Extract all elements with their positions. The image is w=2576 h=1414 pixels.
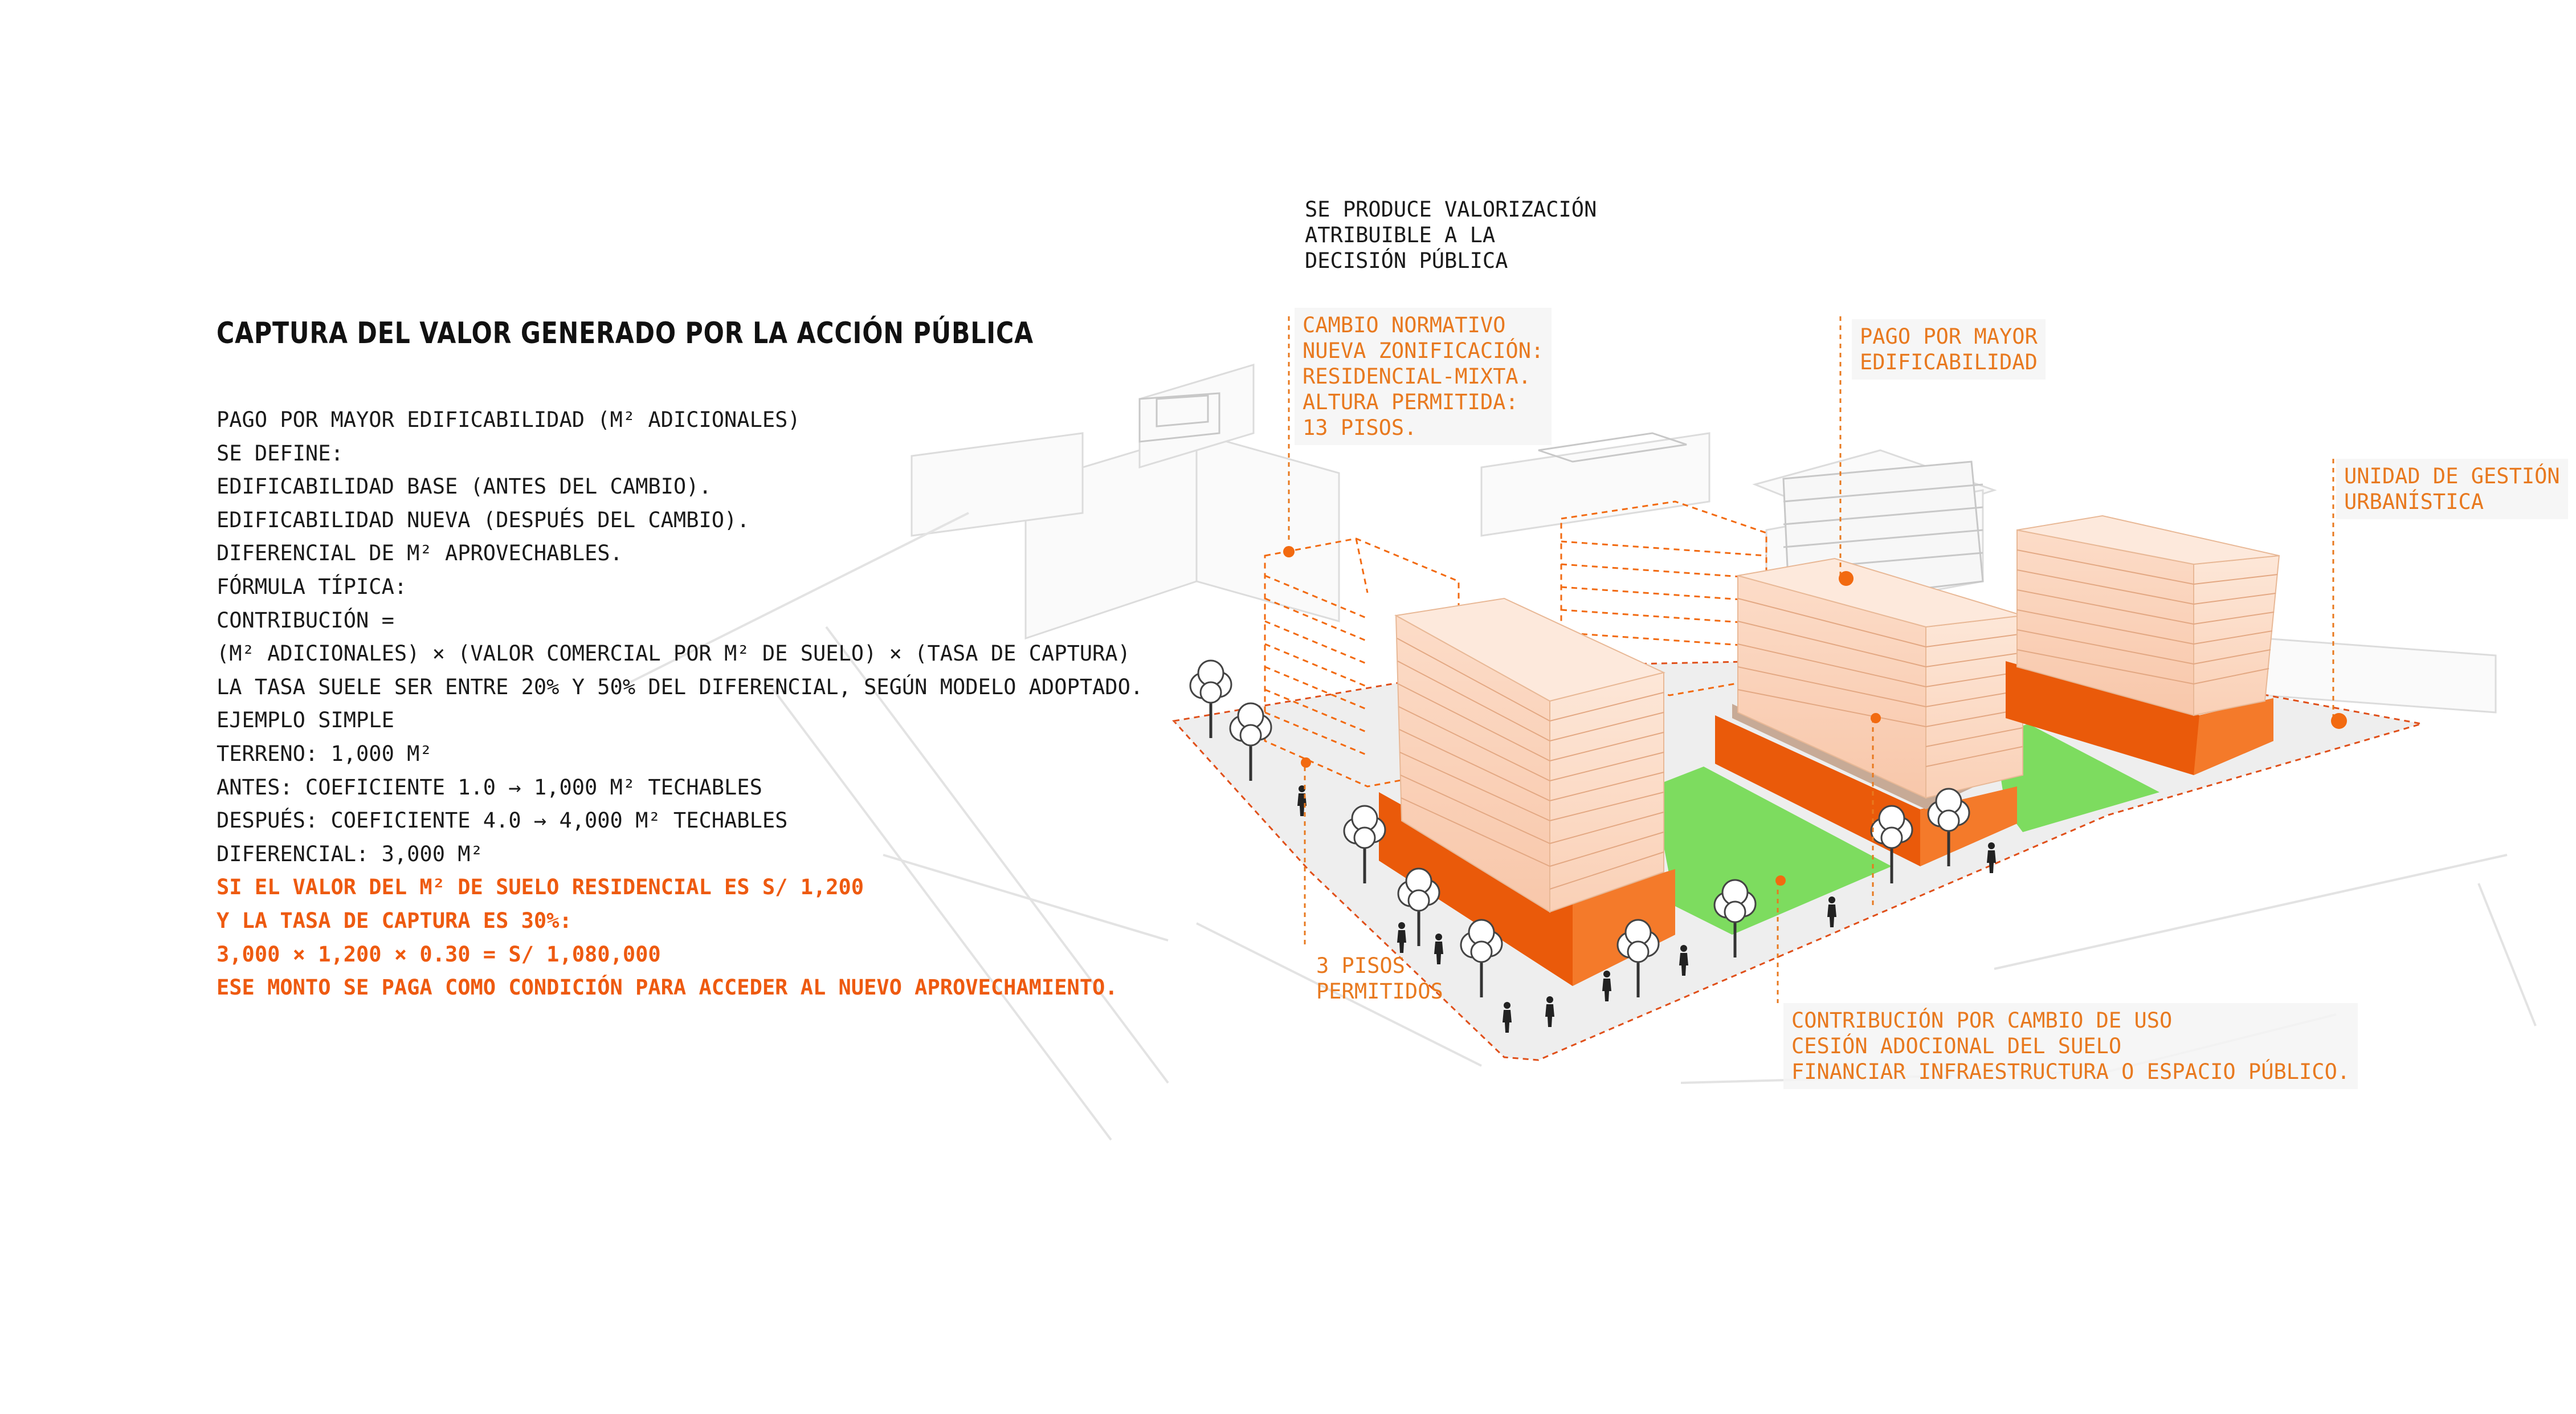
label-cambio-normativo xyxy=(1295,308,1552,445)
explanation-line: LA TASA SUELE SER ENTRE 20% Y 50% DEL DIFERENCIAL, SEGÚN MODELO ADOPTADO. xyxy=(217,674,1144,699)
explanation-line: DIFERENCIAL: 3,000 M² xyxy=(217,841,483,866)
explanation-text xyxy=(217,404,1143,1005)
explanation-line: SE DEFINE: xyxy=(217,441,344,466)
annotation-line: DECISIÓN PÚBLICA xyxy=(1305,248,1508,273)
explanation-line: DESPUÉS: COEFICIENTE 4.0 → 4,000 M² TECHABLES xyxy=(217,808,788,833)
annotation-line: 3 PISOS xyxy=(1316,953,1405,978)
annotation-line: CESIÓN ADOCIONAL DEL SUELO xyxy=(1791,1034,2122,1058)
annotation-line: CONTRIBUCIÓN POR CAMBIO DE USO xyxy=(1791,1008,2173,1033)
annotation-line: EDIFICABILIDAD xyxy=(1860,350,2038,374)
annotation-line: NUEVA ZONIFICACIÓN: xyxy=(1303,339,1544,363)
explanation-line: DIFERENCIAL DE M² APROVECHABLES. xyxy=(217,541,623,566)
annotation-line: FINANCIAR INFRAESTRUCTURA O ESPACIO PÚBLICO. xyxy=(1791,1060,2350,1084)
label-valorizacion xyxy=(1305,197,1597,274)
annotation-line: RESIDENCIAL-MIXTA. xyxy=(1303,364,1531,389)
explanation-line: EDIFICABILIDAD BASE (ANTES DEL CAMBIO). xyxy=(217,474,712,499)
label-contribucion-uso xyxy=(1783,1003,2358,1089)
explanation-line: 3,000 × 1,200 × 0.30 = S/ 1,080,000 xyxy=(217,942,661,967)
label-unidad-gestion xyxy=(2336,459,2568,519)
explanation-line: CONTRIBUCIÓN = xyxy=(217,608,394,633)
explanation-line: ANTES: COEFICIENTE 1.0 → 1,000 M² TECHABLES xyxy=(217,775,762,800)
annotation-line: ATRIBUIBLE A LA xyxy=(1305,223,1496,247)
annotation-line: 13 PISOS. xyxy=(1303,415,1417,440)
annotation-line: PAGO POR MAYOR xyxy=(1860,324,2038,349)
annotation-line: ALTURA PERMITIDA: xyxy=(1303,390,1518,414)
annotation-line: SE PRODUCE VALORIZACIÓN xyxy=(1305,197,1597,222)
page-title: CAPTURA DEL VALOR GENERADO POR LA ACCIÓN PÚBLICA xyxy=(217,316,1034,351)
explanation-line: FÓRMULA TÍPICA: xyxy=(217,574,407,599)
explanation-line: EDIFICABILIDAD NUEVA (DESPUÉS DEL CAMBIO). xyxy=(217,507,750,532)
label-pago-edificabilidad xyxy=(1852,319,2046,380)
explanation-line: (M² ADICIONALES) × (VALOR COMERCIAL POR M² DE SUELO) × (TASA DE CAPTURA) xyxy=(217,641,1130,666)
annotation-line: PERMITIDOS xyxy=(1316,979,1443,1004)
explanation-line: PAGO POR MAYOR EDIFICABILIDAD (M² ADICIONALES) xyxy=(217,408,801,432)
explanation-line: ESE MONTO SE PAGA COMO CONDICIÓN PARA ACCEDER AL NUEVO APROVECHAMIENTO. xyxy=(217,975,1118,1000)
annotation-line: CAMBIO NORMATIVO xyxy=(1303,313,1506,337)
explanation-line: EJEMPLO SIMPLE xyxy=(217,708,394,733)
explanation-line: SI EL VALOR DEL M² DE SUELO RESIDENCIAL ES S/ 1,200 xyxy=(217,875,864,900)
annotation-line: URBANÍSTICA xyxy=(2344,490,2484,514)
explanation-line: TERRENO: 1,000 M² xyxy=(217,741,432,766)
explanation-line: Y LA TASA DE CAPTURA ES 30%: xyxy=(217,908,572,933)
annotation-line: UNIDAD DE GESTIÓN xyxy=(2344,464,2560,488)
label-tres-pisos xyxy=(1316,953,1443,1004)
